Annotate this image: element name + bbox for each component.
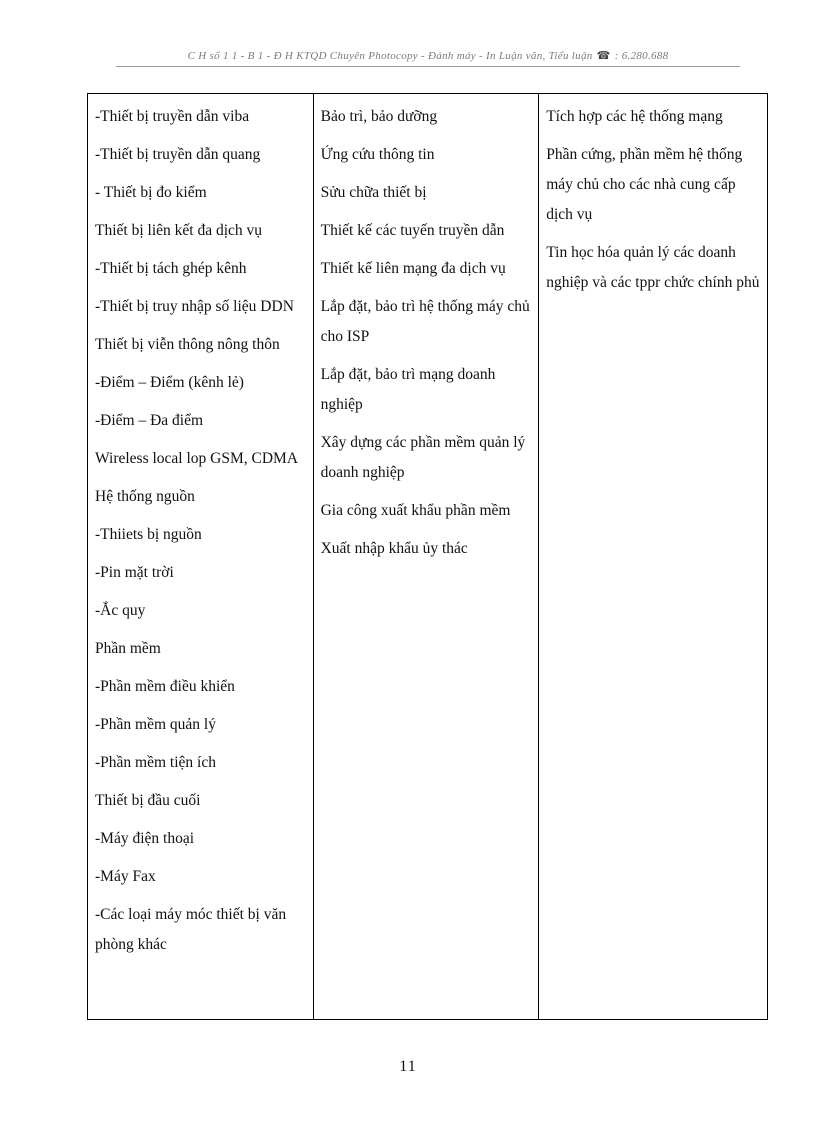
list-item: Thiết bị liên kết đa dịch vụ [95, 222, 263, 239]
list-item: -Thiết bị truyền dẫn viba [95, 108, 250, 125]
table-cell-solutions [539, 94, 768, 1020]
services-table [87, 93, 768, 1020]
list-item: Xuất nhập khẩu ủy thác [320, 540, 468, 557]
list-item: Tin học hóa quản lý các doanh nghiệp và các tppr chức chính phủ [546, 244, 760, 291]
table-cell-products [88, 94, 314, 1020]
list-item: -Điểm – Đa điểm [95, 412, 204, 429]
list-item: Thiết kế liên mạng đa dịch vụ [320, 260, 506, 277]
service-list [321, 102, 532, 564]
page-number: 11 [399, 1058, 417, 1075]
table-cell-services [313, 94, 539, 1020]
list-item: Gia công xuất khẩu phần mềm [320, 502, 511, 519]
list-item: Phần cứng, phần mềm hệ thống máy chủ cho các nhà cung cấp dịch vụ [546, 146, 743, 223]
list-item: Lắp đặt, bảo trì mạng doanh nghiệp [320, 366, 496, 413]
table-row [88, 94, 768, 1020]
header-text: C H số 1 1 - B 1 - Đ H KTQD Chuyên Photocopy - Đánh máy - In Luận văn, Tiểu luận [187, 50, 593, 62]
list-item: Wireless local lop GSM, CDMA [95, 450, 299, 467]
list-item: Ứng cứu thông tin [320, 146, 435, 163]
product-list [95, 102, 306, 960]
page-header [116, 49, 740, 67]
list-item: -Máy Fax [95, 868, 156, 885]
list-item: -Máy điện thoại [95, 830, 195, 847]
list-item: -Ắc quy [95, 602, 146, 619]
list-item: -Thiết bị tách ghép kênh [95, 260, 247, 277]
solution-list [546, 102, 760, 298]
list-item: -Các loại máy móc thiết bị văn phòng khác [95, 906, 287, 953]
list-item: Sửu chữa thiết bị [320, 184, 427, 201]
list-item: -Pin mặt trời [95, 564, 174, 581]
list-item: -Thiiets bị nguồn [95, 526, 202, 543]
list-item: -Phần mềm quản lý [95, 716, 216, 733]
list-item: Tích hợp các hệ thống mạng [546, 108, 723, 125]
list-item: -Thiết bị truy nhập số liệu DDN [95, 298, 294, 315]
list-item: -Phần mềm điều khiển [95, 678, 235, 695]
telephone-icon: ☎ [596, 50, 611, 62]
list-item: Bảo trì, bảo dưỡng [320, 108, 438, 125]
list-item: Thiết kế các tuyến truyền dẫn [320, 222, 505, 239]
list-item: Thiết bị đầu cuối [95, 792, 201, 809]
list-item: Hệ thống nguồn [95, 488, 195, 505]
list-item: Lắp đặt, bảo trì hệ thống máy chủ cho ISP [320, 298, 530, 345]
list-item: Xây dựng các phần mềm quản lý doanh nghiệp [320, 434, 526, 481]
list-item: Thiết bị viễn thông nông thôn [95, 336, 280, 353]
list-item: Phần mềm [95, 640, 161, 657]
list-item: - Thiết bị đo kiểm [95, 184, 207, 201]
header-phone-number: : 6.280.688 [614, 50, 669, 62]
list-item: -Thiết bị truyền dẫn quang [95, 146, 261, 163]
list-item: -Điểm – Điểm (kênh lẻ) [95, 374, 244, 391]
header-divider [116, 66, 740, 67]
list-item: -Phần mềm tiện ích [95, 754, 216, 771]
